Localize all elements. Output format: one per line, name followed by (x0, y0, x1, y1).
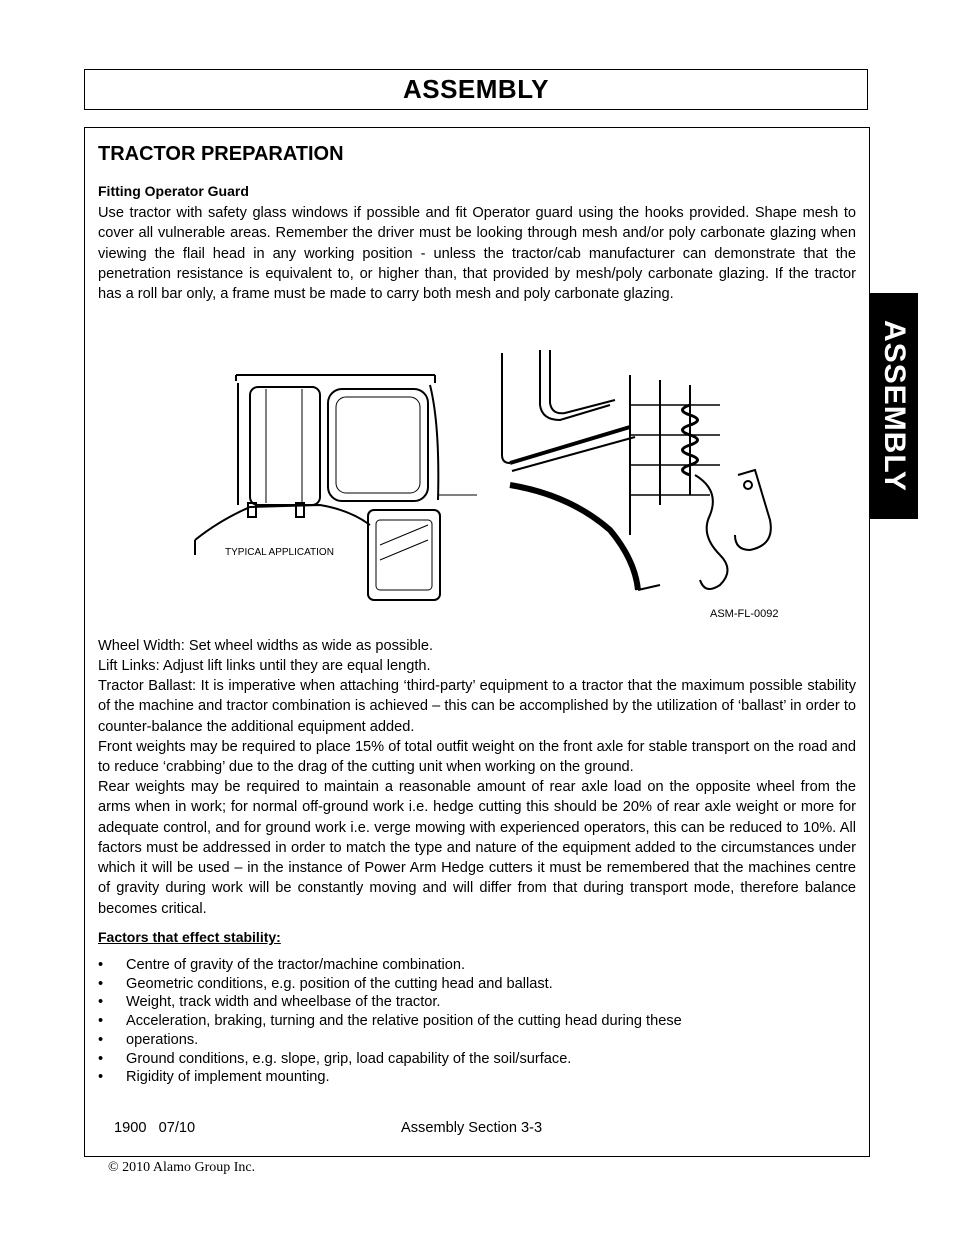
list-item: • Acceleration, braking, turning and the relative position of the cutting head during these (98, 1012, 682, 1031)
figure-caption: TYPICAL APPLICATION (225, 547, 334, 558)
front-weights-paragraph: Front weights may be required to place 15% of total outfit weight on the front axle for stable transport on the road and to reduce ‘crabbing’ due to the drag of the cutting unit when working on the ground. (98, 739, 856, 776)
factors-list (98, 956, 682, 1087)
factors-heading: Factors that effect stability: (98, 929, 281, 945)
hook-detail-drawing (502, 350, 771, 590)
ballast-paragraph: Tractor Ballast: It is imperative when attaching ‘third-party’ equipment to a tractor that the maximum possible stability of the machine and tractor combination is achieved – this can be accomplished by the utilization of ‘ballast’ in order to counter-balance the additional equipment added. (98, 678, 856, 735)
side-tab (870, 293, 918, 519)
list-item: • Geometric conditions, e.g. position of the cutting head and ballast. (98, 975, 682, 994)
lift-links-text: Lift Links: Adjust lift links until they are equal length. (98, 658, 431, 674)
side-tab-label: ASSEMBLY (878, 320, 911, 492)
list-item: • operations. (98, 1031, 682, 1050)
subheading: Fitting Operator Guard (98, 183, 249, 199)
tractor-cab-drawing (195, 375, 477, 600)
figure-code: ASM-FL-0092 (710, 608, 779, 620)
list-item: • Weight, track width and wheelbase of the tractor. (98, 993, 682, 1012)
copyright: © 2010 Alamo Group Inc. (108, 1160, 256, 1175)
footer-section: Assembly Section 3-3 (401, 1120, 543, 1136)
footer-model-date: 1900 07/10 (114, 1120, 196, 1136)
list-item: • Ground conditions, e.g. slope, grip, load capability of the soil/surface. (98, 1050, 682, 1069)
section-title: TRACTOR PREPARATION (98, 143, 344, 165)
operator-guard-illustration (190, 345, 810, 625)
list-item: • Rigidity of implement mounting. (98, 1068, 682, 1087)
wheel-width-text: Wheel Width: Set wheel widths as wide as possible. (98, 638, 434, 654)
list-item: • Centre of gravity of the tractor/machine combination. (98, 956, 682, 975)
rear-weights-paragraph: Rear weights may be required to maintain a reasonable amount of rear axle load on the opposite wheel from the arms when in work; for normal off-ground work i.e. hedge cutting this should be 20% of rear axle weight or more for adequate control, and for ground work i.e. verge mowing with experienced operators, this can be reduced to 10%. All factors must be addressed in order to match the type and nature of the equipment added to the circumstances under which it will be used – in the instance of Power Arm Hedge cutters it must be remembered that the machines centre of gravity during work will be constantly moving and will differ from that during transport mode, therefore balance becomes critical. (98, 779, 856, 917)
page-header-title: ASSEMBLY (402, 74, 550, 104)
header-box (84, 69, 868, 110)
intro-paragraph: Use tractor with safety glass windows if possible and fit Operator guard using the hooks provided. Shape mesh to cover all vulnerable areas. Remember the driver must be looking through mesh and/or poly carbonate glazing when viewing the flail head in any working position - unless the tractor/cab manufacturer can demonstrate that the penetration resistance is equivalent to, or higher than, that provided by mesh/poly carbonate glazing. If the tractor has a roll bar only, a frame must be made to carry both mesh and poly carbonate glazing. (98, 205, 856, 303)
